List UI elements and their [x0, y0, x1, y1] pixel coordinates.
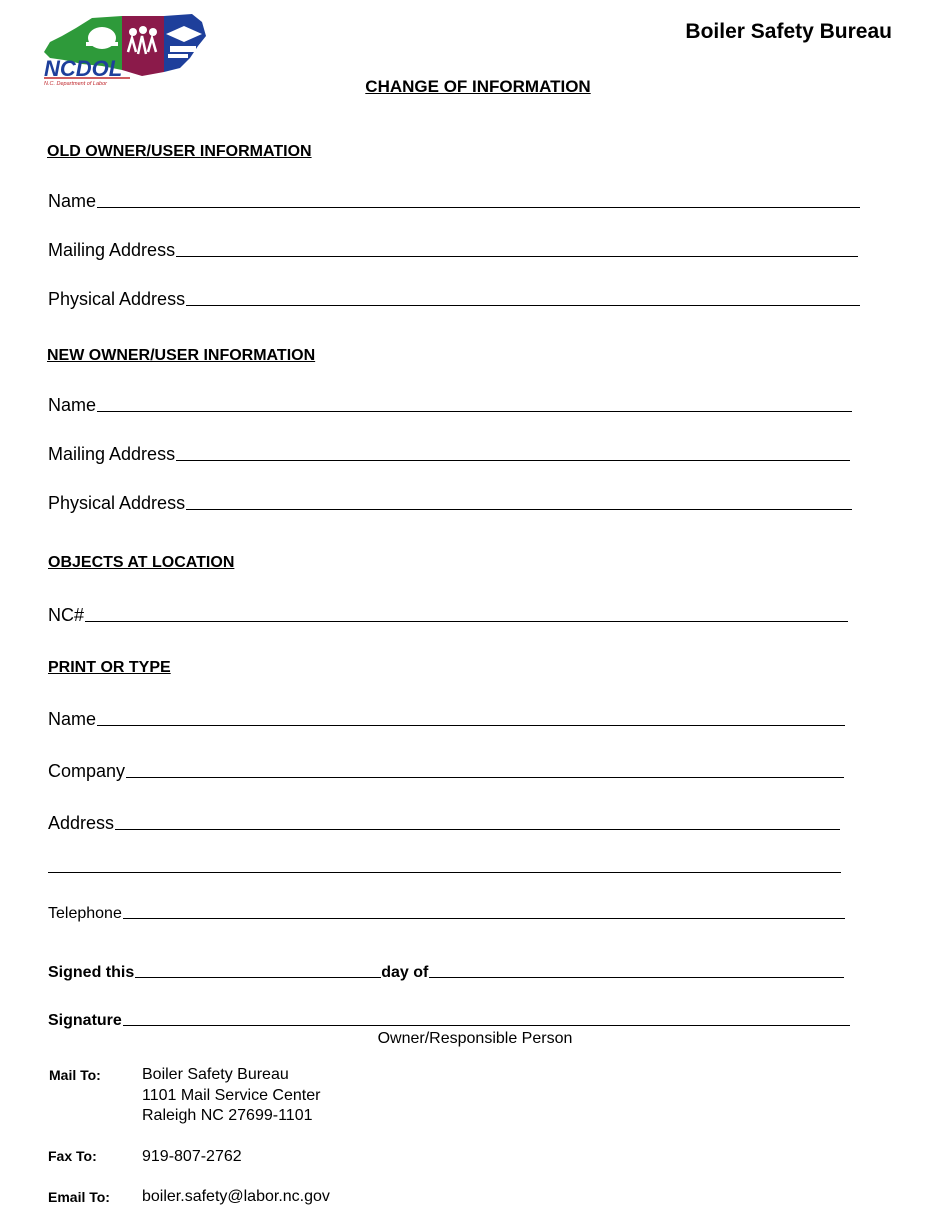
- new-name-label: Name: [48, 395, 97, 415]
- new-physical-line[interactable]: [186, 509, 852, 510]
- svg-text:N.C. Department of Labor: N.C. Department of Labor: [44, 81, 107, 87]
- old-mailing-line[interactable]: [176, 256, 858, 257]
- email-address[interactable]: boiler.safety@labor.nc.gov: [142, 1188, 330, 1205]
- new-name-field[interactable]: [48, 392, 852, 416]
- signature-caption: Owner/Responsible Person: [377, 1030, 573, 1047]
- company-field[interactable]: [48, 758, 844, 782]
- signature-line[interactable]: [123, 1025, 850, 1026]
- new-physical-field[interactable]: [48, 490, 852, 514]
- old-name-label: Name: [48, 191, 97, 211]
- address-line-2[interactable]: [48, 872, 841, 873]
- mail-line-3: Raleigh NC 27699-1101: [142, 1107, 313, 1124]
- svg-text:NCDOL: NCDOL: [44, 56, 123, 81]
- new-mailing-field[interactable]: [48, 441, 850, 465]
- old-owner-heading: OLD OWNER/USER INFORMATION: [47, 143, 312, 160]
- objects-heading: OBJECTS AT LOCATION: [48, 554, 235, 571]
- telephone-field[interactable]: [48, 899, 845, 923]
- family-icon: [129, 28, 137, 36]
- company-line[interactable]: [126, 777, 844, 778]
- mail-line-2: 1101 Mail Service Center: [142, 1086, 321, 1104]
- new-owner-heading: NEW OWNER/USER INFORMATION: [47, 347, 316, 364]
- bureau-name: Boiler Safety Bureau: [685, 20, 892, 43]
- signed-day-line[interactable]: [135, 977, 381, 978]
- company-label: Company: [48, 761, 126, 781]
- day-of-label: day of: [381, 964, 429, 981]
- address-label: Address: [48, 813, 115, 833]
- telephone-line[interactable]: [123, 918, 845, 919]
- mail-to-address: [142, 1065, 320, 1127]
- old-mailing-field[interactable]: [48, 237, 858, 261]
- signature-label: Signature: [48, 1012, 122, 1029]
- signature-field[interactable]: [48, 1006, 850, 1030]
- old-physical-field[interactable]: [48, 286, 860, 310]
- old-physical-line[interactable]: [186, 305, 860, 306]
- new-physical-label: Physical Address: [48, 493, 186, 513]
- print-name-field[interactable]: [48, 706, 845, 730]
- new-mailing-line[interactable]: [176, 460, 850, 461]
- print-name-line[interactable]: [97, 725, 845, 726]
- address-field[interactable]: [48, 810, 840, 834]
- old-physical-label: Physical Address: [48, 289, 186, 309]
- signed-this-label: Signed this: [48, 964, 135, 981]
- nc-number-line[interactable]: [85, 621, 848, 622]
- signed-date-row: [48, 958, 844, 982]
- address-line[interactable]: [115, 829, 840, 830]
- old-mailing-label: Mailing Address: [48, 240, 176, 260]
- print-name-label: Name: [48, 709, 97, 729]
- mail-to-label: Mail To:: [49, 1067, 101, 1083]
- mail-line-1: Boiler Safety Bureau: [142, 1066, 289, 1083]
- telephone-label: Telephone: [48, 905, 122, 922]
- email-to-label: Email To:: [48, 1189, 110, 1205]
- fax-number: 919-807-2762: [142, 1148, 242, 1165]
- new-mailing-label: Mailing Address: [48, 444, 176, 464]
- old-name-line[interactable]: [97, 207, 860, 208]
- nc-number-label: NC#: [48, 605, 85, 625]
- fax-to-label: Fax To:: [48, 1148, 97, 1164]
- old-name-field[interactable]: [48, 188, 860, 212]
- form-title: CHANGE OF INFORMATION: [365, 77, 591, 96]
- new-name-line[interactable]: [97, 411, 852, 412]
- print-or-type-heading: PRINT OR TYPE: [48, 659, 171, 676]
- signed-month-line[interactable]: [429, 977, 844, 978]
- nc-number-field[interactable]: [48, 602, 848, 626]
